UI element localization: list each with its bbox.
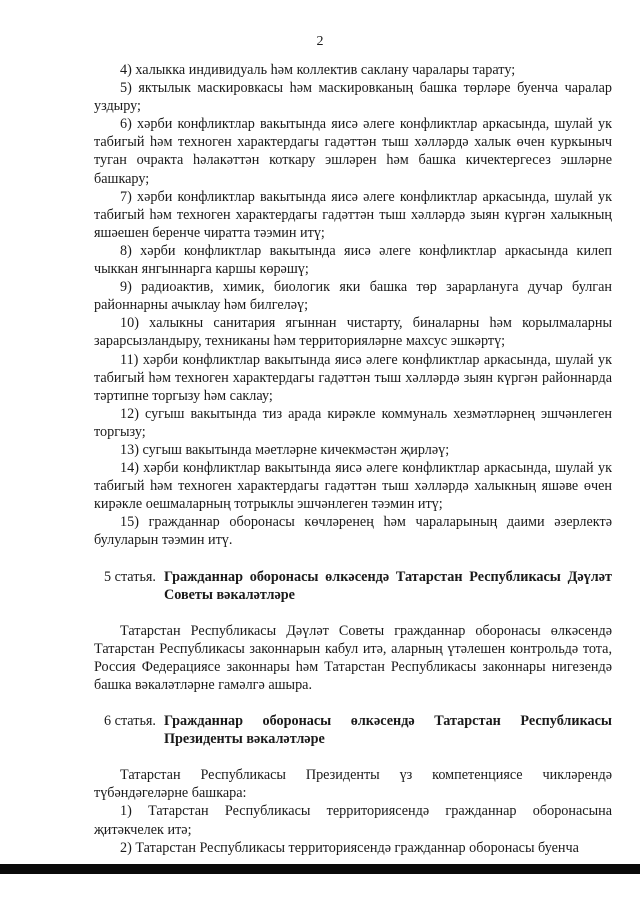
article-title: Гражданнар оборонасы өлкәсендә Татарстан Республикасы Президенты вәкаләтләре — [163, 713, 612, 748]
list-item: 7) хәрби конфликтлар вакытында яисә әлеге конфликтлар аркасында, шулай ук табигый һәм техноген характердагы гадәттән тыш хәлләрдә зыян күргән халыкның яшәешен беренче чиратта тәэмин итү; — [94, 188, 612, 241]
list-item: 4) халыкка индивидуаль һәм коллектив саклану чаралары тарату; — [120, 62, 516, 78]
article-5-heading — [94, 568, 612, 604]
list-item: 13) сугыш вакытында мәетләрне кичекмәстән җирләү; — [120, 441, 450, 458]
scan-border-bar — [0, 864, 640, 874]
list-item: 9) радиоактив, химик, биологик яки башка төр зарарлануга дучар булган районнарны ачыклау һәм билгеләү; — [94, 279, 612, 314]
list-item: 14) хәрби конфликтлар вакытында яисә әлеге конфликтлар аркасында, шулай ук табигый һәм техноген характердагы гадәттән тыш хәлләрдә халыкның яшәве өчен кирәкле оешмаларның тотрыклы эшчәнлеген тәэмин итү; — [94, 460, 612, 513]
article-6-intro: Татарстан Республикасы Президенты үз компетенциясе чикләрендә түбәндәгеләрне башкара: — [94, 767, 612, 802]
list-item: 6) хәрби конфликтлар вакытында яисә әлеге конфликтлар аркасында, шулай ук табигый һәм техноген характердагы гадәттән тыш хәлләрдә халык өчен куркыныч туган очракта һәлакәттән коткару эшләрен һәм башка кичектергесез эшләрне башкару; — [94, 116, 612, 187]
list-item: 8) хәрби конфликтлар вакытында яисә әлеге конфликтлар аркасында килеп чыккан янгыннарга каршы көрәшү; — [94, 242, 612, 278]
list-item: 10) халыкны санитария ягыннан чистарту, биналарны һәм корылмаларны зарарсызландыру, техниканы һәм территорияләрне махсус эшкәртү; — [94, 315, 612, 350]
list-item: 2) Татарстан Республикасы территориясендә гражданнар оборонасы буенча — [120, 839, 579, 856]
article-5-body: Татарстан Республикасы Дәүләт Советы гражданнар оборонасы өлкәсендә Татарстан Республикасы законнарын кабул итә, аларның үтәлешен контрольдә тота, Россия Федерациясе законнары һәм Татарстан Республикасы законнары нигезендә башка вәкаләтләрне гамәлгә ашыра. — [94, 622, 612, 693]
list-item: 15) гражданнар оборонасы көчләренең һәм чараларының даими әзерлектә булуларын тәэмин итү. — [94, 514, 612, 549]
list-item: 1) Татарстан Республикасы территориясендә гражданнар оборонасына җитәкчелек итә; — [94, 803, 612, 838]
article-number: 6 статья. — [104, 713, 156, 730]
page-number: 2 — [316, 34, 324, 49]
list-item: 12) сугыш вакытында тиз арада кирәкле коммуналь хезмәтләрнең эшчәнлеген торгызу; — [94, 405, 612, 440]
article-number: 5 статья. — [104, 568, 156, 585]
document-body — [94, 61, 612, 857]
list-item: 5) яктылык маскировкасы һәм маскировканың башка төрләре буенча чаралар уздыру; — [94, 80, 612, 115]
article-title: Гражданнар оборонасы өлкәсендә Татарстан Республикасы Дәүләт Советы вәкаләтләре — [163, 568, 612, 603]
list-item: 11) хәрби конфликтлар вакытында яисә әлеге конфликтлар аркасында, шулай ук табигый һәм техноген характердагы гадәттән тыш хәлләрдә зыян күргән районнарда тәртипне торгызу һәм саклау; — [94, 351, 612, 404]
article-6-heading — [94, 712, 612, 748]
